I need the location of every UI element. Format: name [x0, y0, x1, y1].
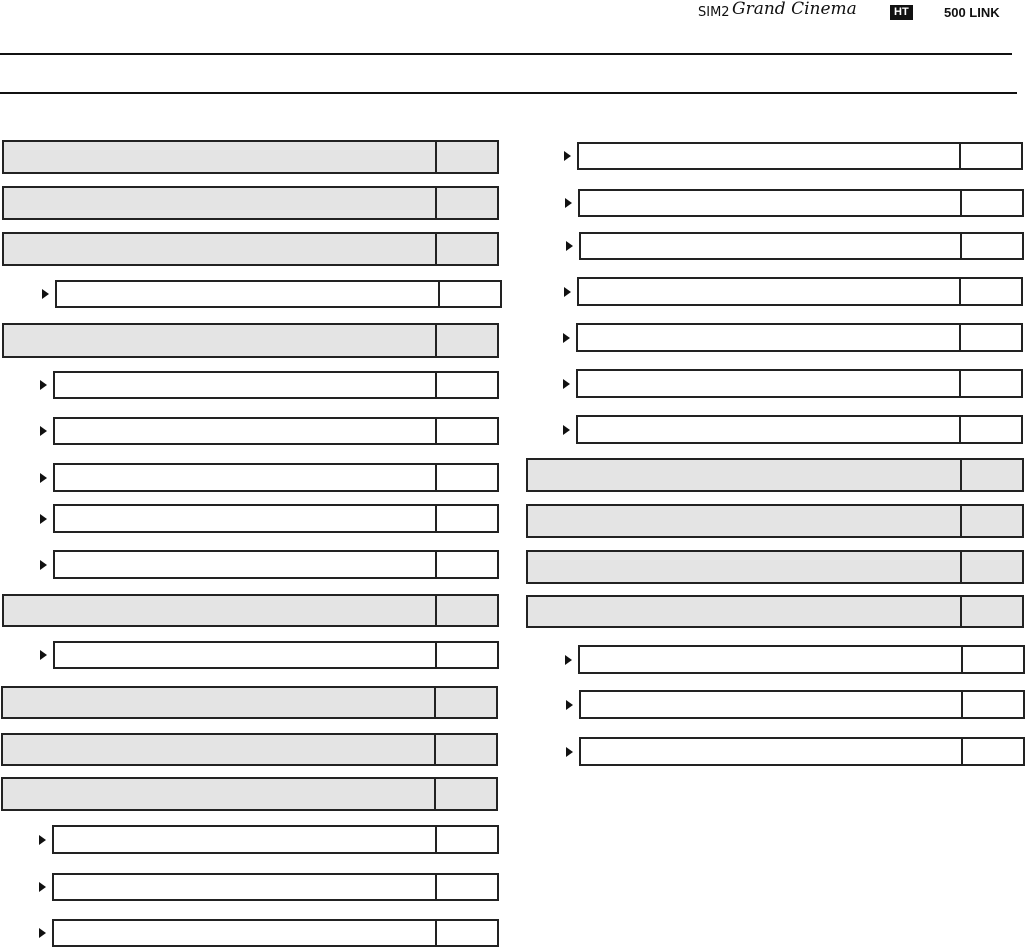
- submenu-item-box-right-3: [579, 232, 1024, 260]
- menu-item-page-cell: [959, 144, 1021, 168]
- submenu-arrow-icon: [40, 514, 47, 524]
- submenu-item-box-right-13: [579, 690, 1025, 719]
- submenu-arrow-icon: [40, 426, 47, 436]
- submenu-arrow-icon: [40, 560, 47, 570]
- menu-item-page-cell: [435, 827, 497, 852]
- menu-item-page-cell: [960, 506, 1022, 536]
- top-rule: [0, 53, 1012, 55]
- brand-sim: SIM2: [698, 5, 730, 20]
- menu-header-box-left-3: [2, 232, 499, 266]
- submenu-arrow-icon: [566, 700, 573, 710]
- submenu-item-box-left-8: [53, 463, 499, 492]
- menu-item-page-cell: [959, 417, 1021, 442]
- submenu-arrow-icon: [39, 882, 46, 892]
- submenu-item-box-right-5: [576, 323, 1023, 352]
- brand-grand-cinema: Grand Cinema: [732, 0, 857, 19]
- menu-item-page-cell: [435, 419, 497, 443]
- submenu-arrow-icon: [40, 380, 47, 390]
- menu-item-page-cell: [959, 325, 1021, 350]
- submenu-item-box-right-2: [578, 189, 1024, 217]
- menu-item-page-cell: [961, 647, 1023, 672]
- menu-item-page-cell: [960, 191, 1022, 215]
- menu-item-page-cell: [435, 506, 497, 531]
- menu-item-page-cell: [959, 279, 1021, 304]
- submenu-arrow-icon: [42, 289, 49, 299]
- menu-header-box-right-10: [526, 550, 1024, 584]
- submenu-item-box-left-12: [53, 641, 499, 669]
- menu-header-box-right-8: [526, 458, 1024, 492]
- submenu-arrow-icon: [563, 379, 570, 389]
- submenu-arrow-icon: [565, 655, 572, 665]
- menu-item-page-cell: [960, 552, 1022, 582]
- submenu-arrow-icon: [39, 928, 46, 938]
- submenu-arrow-icon: [564, 287, 571, 297]
- menu-header-box-right-11: [526, 595, 1024, 628]
- submenu-item-box-left-4: [55, 280, 502, 308]
- submenu-item-box-right-4: [577, 277, 1023, 306]
- submenu-item-box-right-7: [576, 415, 1023, 444]
- menu-item-page-cell: [435, 465, 497, 490]
- menu-item-page-cell: [438, 282, 500, 306]
- menu-item-page-cell: [960, 234, 1022, 258]
- submenu-item-box-left-7: [53, 417, 499, 445]
- submenu-item-box-left-10: [53, 550, 499, 579]
- menu-item-page-cell: [435, 234, 497, 264]
- submenu-item-box-left-18: [52, 919, 499, 947]
- menu-item-page-cell: [435, 373, 497, 397]
- menu-item-page-cell: [435, 875, 497, 899]
- submenu-arrow-icon: [40, 650, 47, 660]
- submenu-item-box-left-9: [53, 504, 499, 533]
- submenu-arrow-icon: [565, 198, 572, 208]
- menu-header-box-left-11: [2, 594, 499, 627]
- menu-header-box-left-1: [2, 140, 499, 174]
- menu-item-page-cell: [960, 597, 1022, 626]
- brand-ht-badge: HT: [890, 5, 913, 20]
- submenu-item-box-right-12: [578, 645, 1025, 674]
- brand-model: 500 LINK: [944, 5, 1000, 20]
- menu-item-page-cell: [435, 188, 497, 218]
- submenu-arrow-icon: [566, 241, 573, 251]
- submenu-item-box-left-16: [52, 825, 499, 854]
- submenu-arrow-icon: [564, 151, 571, 161]
- menu-item-page-cell: [961, 692, 1023, 717]
- menu-item-page-cell: [435, 142, 497, 172]
- menu-item-page-cell: [434, 735, 496, 764]
- menu-item-page-cell: [435, 596, 497, 625]
- submenu-arrow-icon: [563, 425, 570, 435]
- submenu-arrow-icon: [566, 747, 573, 757]
- menu-item-page-cell: [435, 552, 497, 577]
- menu-header-box-left-2: [2, 186, 499, 220]
- submenu-arrow-icon: [39, 835, 46, 845]
- menu-item-page-cell: [434, 688, 496, 717]
- menu-item-page-cell: [960, 460, 1022, 490]
- menu-item-page-cell: [959, 371, 1021, 396]
- menu-header-box-left-14: [1, 733, 498, 766]
- menu-header-box-left-15: [1, 777, 498, 811]
- menu-item-page-cell: [435, 325, 497, 356]
- menu-item-page-cell: [435, 921, 497, 945]
- submenu-item-box-right-1: [577, 142, 1023, 170]
- submenu-arrow-icon: [40, 473, 47, 483]
- menu-header-box-left-5: [2, 323, 499, 358]
- menu-header-box-left-13: [1, 686, 498, 719]
- submenu-arrow-icon: [563, 333, 570, 343]
- menu-item-page-cell: [961, 739, 1023, 764]
- menu-item-page-cell: [435, 643, 497, 667]
- page-header: [0, 0, 1027, 30]
- bottom-rule: [0, 92, 1017, 94]
- menu-item-page-cell: [434, 779, 496, 809]
- submenu-item-box-right-6: [576, 369, 1023, 398]
- submenu-item-box-right-14: [579, 737, 1025, 766]
- menu-header-box-right-9: [526, 504, 1024, 538]
- submenu-item-box-left-6: [53, 371, 499, 399]
- submenu-item-box-left-17: [52, 873, 499, 901]
